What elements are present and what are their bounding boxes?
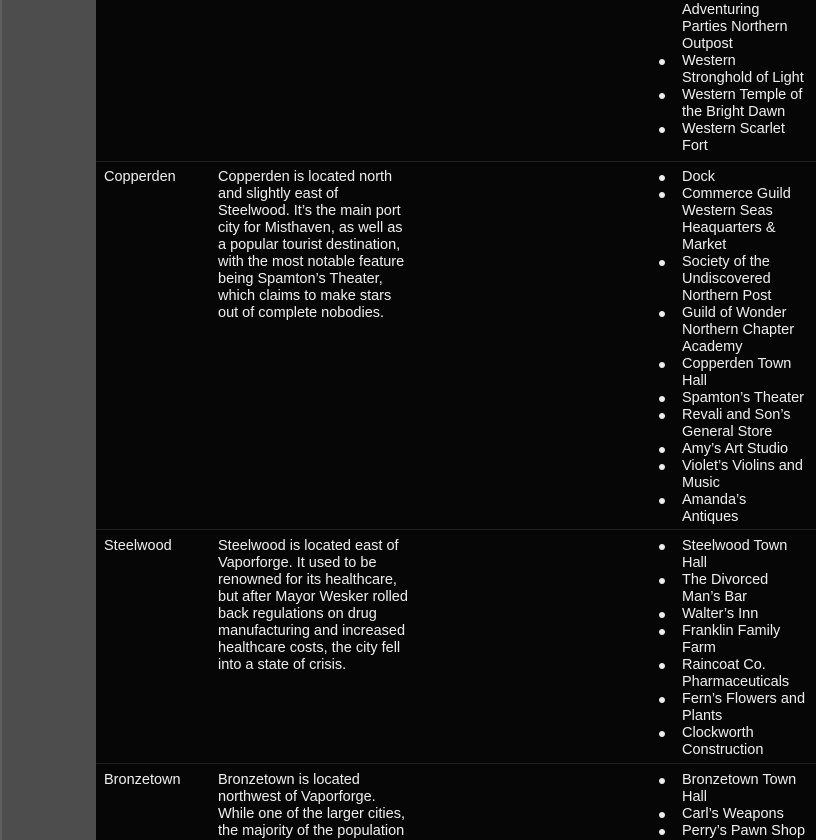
list-item bbox=[657, 823, 816, 840]
description-line: Bronzetown is located bbox=[218, 772, 360, 788]
description-line: renowned for its healthcare, bbox=[218, 572, 397, 588]
list-item-text-line: Violet’s Violins and bbox=[682, 458, 803, 474]
list-item-text-line: Carl’s Weapons bbox=[682, 806, 784, 822]
description-line: back regulations on drug bbox=[218, 606, 377, 622]
list-item bbox=[657, 458, 816, 492]
list-item-text-line: Amanda’s bbox=[682, 492, 747, 508]
list-item bbox=[657, 657, 816, 691]
description-line: out of complete nobodies. bbox=[218, 305, 385, 321]
list-item-text-line: Western Scarlet bbox=[682, 121, 785, 137]
list-item-text-line: Fort bbox=[682, 138, 708, 154]
places-list-steelwood bbox=[657, 538, 816, 759]
list-item-text-line: Market bbox=[682, 237, 727, 253]
list-item-text-line: Pharmaceuticals bbox=[682, 674, 790, 690]
places-list-bronzetown bbox=[657, 772, 816, 840]
list-item-text-line: Walter’s Inn bbox=[682, 606, 759, 622]
list-item-text-line: Copperden Town bbox=[682, 356, 792, 372]
places-list-copperden bbox=[657, 169, 816, 526]
list-item bbox=[657, 121, 816, 155]
list-item bbox=[657, 186, 816, 254]
description-line: but after Mayor Wesker rolled bbox=[218, 589, 408, 605]
city-description-bronzetown bbox=[218, 772, 416, 840]
list-item bbox=[657, 87, 816, 121]
description-line: northwest of Vaporforge. bbox=[218, 789, 376, 805]
list-item bbox=[657, 806, 816, 823]
list-item-text-line: Fern’s Flowers and bbox=[682, 691, 806, 707]
description-line: Vaporforge. It used to be bbox=[218, 555, 377, 571]
list-item bbox=[657, 254, 816, 305]
list-item-text-line: Spamton’s Theater bbox=[682, 390, 804, 406]
list-item-text-line: Construction bbox=[682, 742, 764, 758]
list-item bbox=[657, 169, 816, 186]
description-line: city for Misthaven, as well as bbox=[218, 220, 403, 236]
list-item-text-line: General Store bbox=[682, 424, 773, 440]
list-item-text-line: Bronzetown Town bbox=[682, 772, 797, 788]
list-item bbox=[657, 407, 816, 441]
places-list-row0 bbox=[657, 2, 816, 155]
description-line: a popular tourist destination, bbox=[218, 237, 401, 253]
description-line: manufacturing and increased bbox=[218, 623, 406, 639]
list-item bbox=[657, 356, 816, 390]
list-item-text-line: Western bbox=[682, 53, 736, 69]
list-item-text-line: Heaquarters & bbox=[682, 220, 776, 236]
description-line: Steelwood is located east of bbox=[218, 538, 399, 554]
description-line: and slightly east of bbox=[218, 186, 339, 202]
list-item bbox=[657, 623, 816, 657]
list-item-text-line: The Divorced bbox=[682, 572, 769, 588]
list-item bbox=[657, 572, 816, 606]
city-description-copperden bbox=[218, 169, 416, 322]
description-line: being Spamton’s Theater, bbox=[218, 271, 383, 287]
list-item bbox=[657, 492, 816, 526]
description-line: the majority of the population bbox=[218, 823, 405, 839]
list-item-text-line: Farm bbox=[682, 640, 716, 656]
list-item-text-line: Raincoat Co. bbox=[682, 657, 766, 673]
list-item-text-line: Guild of Wonder bbox=[682, 305, 787, 321]
list-item-text-line: the Bright Dawn bbox=[682, 104, 786, 120]
list-item-text-line: Outpost bbox=[682, 36, 733, 52]
list-item-text-line: Northern Post bbox=[682, 288, 772, 304]
list-item-text-line: Western Temple of bbox=[682, 87, 803, 103]
list-item bbox=[657, 606, 816, 623]
list-item bbox=[657, 772, 816, 806]
list-item bbox=[657, 305, 816, 356]
list-item bbox=[657, 538, 816, 572]
city-name-steelwood: Steelwood bbox=[104, 538, 172, 554]
description-line: Steelwood. It’s the main port bbox=[218, 203, 401, 219]
list-item-continuation bbox=[657, 2, 816, 53]
description-line: healthcare costs, the city fell bbox=[218, 640, 401, 656]
list-item bbox=[657, 390, 816, 407]
list-item-text-line: Parties Northern bbox=[682, 19, 788, 35]
description-line: with the most notable feature bbox=[218, 254, 405, 270]
city-description-steelwood bbox=[218, 538, 416, 674]
list-item-text-line: Steelwood Town bbox=[682, 538, 788, 554]
list-item-text-line: Perry’s Pawn Shop bbox=[682, 823, 806, 839]
row-divider bbox=[96, 529, 816, 530]
left-margin-sidebar bbox=[0, 0, 96, 840]
row-divider bbox=[96, 763, 816, 764]
list-item-text-line: Antiques bbox=[682, 509, 739, 525]
list-item-text-line: Hall bbox=[682, 373, 707, 389]
list-item-text-line: Undiscovered bbox=[682, 271, 771, 287]
city-name-copperden: Copperden bbox=[104, 169, 176, 185]
list-item-text-line: Northern Chapter bbox=[682, 322, 795, 338]
list-item-text-line: Revali and Son’s bbox=[682, 407, 791, 423]
list-item-text-line: Stronghold of Light bbox=[682, 70, 804, 86]
list-item-text-line: Western Seas bbox=[682, 203, 773, 219]
list-item-text-line: Amy’s Art Studio bbox=[682, 441, 789, 457]
list-item bbox=[657, 53, 816, 87]
list-item-text-line: Commerce Guild bbox=[682, 186, 791, 202]
list-item-text-line: Franklin Family bbox=[682, 623, 781, 639]
list-item-text-line: Dock bbox=[682, 169, 716, 185]
description-line: which claims to make stars bbox=[218, 288, 392, 304]
list-item-text-line: Man’s Bar bbox=[682, 589, 748, 605]
list-item-text-line: Hall bbox=[682, 789, 707, 805]
list-item bbox=[657, 691, 816, 725]
description-line: While one of the larger cities, bbox=[218, 806, 405, 822]
description-line: into a state of crisis. bbox=[218, 657, 347, 673]
list-item-text-line: Plants bbox=[682, 708, 723, 724]
list-item-text-line: Hall bbox=[682, 555, 707, 571]
description-line: Copperden is located north bbox=[218, 169, 393, 185]
list-item-text-line: Music bbox=[682, 475, 720, 491]
row-divider bbox=[96, 161, 816, 162]
list-item bbox=[657, 725, 816, 759]
list-item-text-line: Society of the bbox=[682, 254, 770, 270]
city-name-bronzetown: Bronzetown bbox=[104, 772, 181, 788]
list-item-text-line: Adventuring bbox=[682, 2, 760, 18]
list-item-text-line: Clockworth bbox=[682, 725, 754, 741]
list-item bbox=[657, 441, 816, 458]
list-item-text-line: Academy bbox=[682, 339, 743, 355]
